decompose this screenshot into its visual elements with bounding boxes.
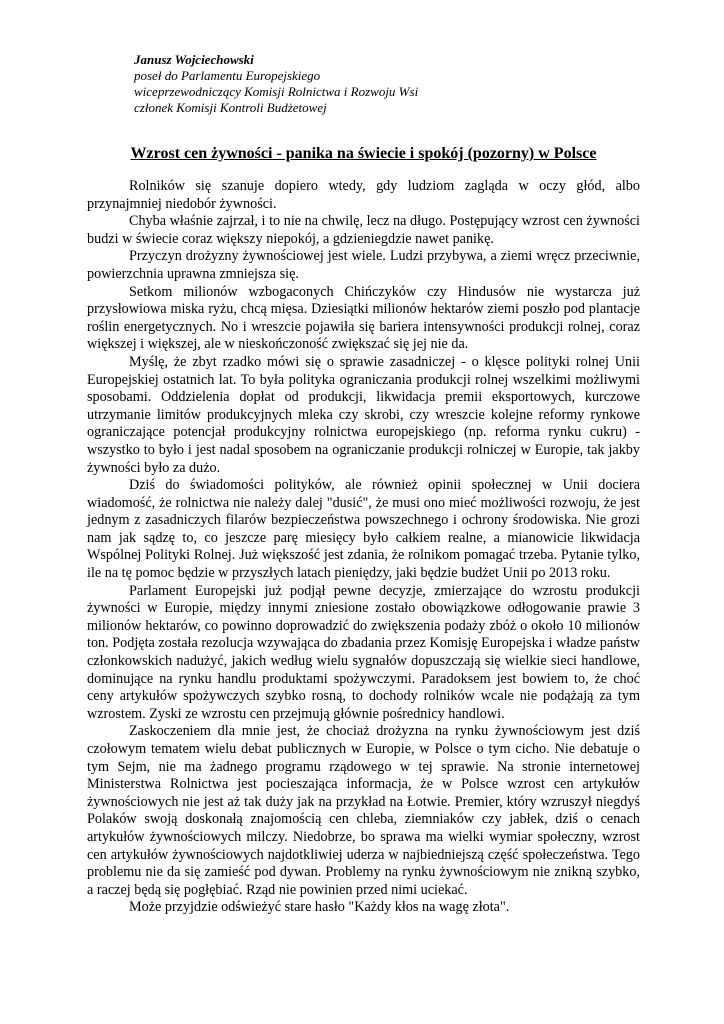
article-paragraph: Setkom milionów wzbogaconych Chińczyków czy Hindusów nie wystarcza już przysłowiowa miska ryżu, chcą mięsa. Dziesiątki milionów hektarów ziemi poszło pod plantacje roślin energetycznych. No i wreszcie pojawiła się bariera intensywności produkcji rolnej, coraz większej i większej, ale w nieskończoność zwiększać się jej nie da. <box>87 283 640 353</box>
article-paragraph: Przyczyn drożyzny żywnościowej jest wiele. Ludzi przybywa, a ziemi wręcz przeciwnie, powierzchnia uprawna zmniejsza się. <box>87 248 640 282</box>
author-block <box>134 52 640 116</box>
article-paragraph: Może przyjdzie odświeżyć stare hasło "Każdy kłos na wagę złota". <box>129 899 510 916</box>
article-title: Wzrost cen żywności - panika na świecie i spokój (pozorny) w Polsce <box>130 145 597 162</box>
author-name: Janusz Wojciechowski <box>134 52 254 67</box>
author-role: członek Komisji Kontroli Budżetowej <box>134 100 327 115</box>
article-paragraph: Myślę, że zbyt rzadko mówi się o sprawie zasadniczej - o klęsce polityki rolnej Unii Europejskiej ostatnich lat. To była polityka ograniczania produkcji rolnej wszelkimi możliwymi sposobami. Oddzielenia dopłat od produkcji, likwidacja premii eksportowych, kurczowe utrzymanie limitów produkcyjnych mleka czy skrobi, czy wreszcie kolejne reformy rynkowe ograniczające potencjał produkcyjny rolnictwa europejskiego (np. reforma rynku cukru) - wszystko to było i jest nadal sposobem na ograniczanie produkcji rolniczej w Europie, tak jakby żywności było za dużo. <box>87 353 640 476</box>
article-paragraph: Parlament Europejski już podjął pewne decyzje, zmierzające do wzrostu produkcji żywności w Europie, między innymi zniesione zostało obowiązkowe odłogowanie prawie 3 milionów hektarów, co powinno doprowadzić do zwiększenia podaży zbóż o około 10 milionów ton. Podjęta została rezolucja wzywająca do zbadania przez Komisję Europejska i władze państw członkowskich nadużyć, jakich według wielu sygnałów dopuszczają się wielkie sieci handlowe, dominujące na rynku handlu produktami spożywczymi. Paradoksem jest bowiem to, że choć ceny artykułów spożywczych szybko rosną, to dochody rolników wcale nie podążają za tym wzrostem. Zyski ze wzrostu cen przejmują głównie pośrednicy handlowi. <box>87 582 640 722</box>
document-page <box>87 52 640 917</box>
author-role: wiceprzewodniczący Komisji Rolnictwa i Rozwoju Wsi <box>134 84 419 99</box>
article-paragraph: Zaskoczeniem dla mnie jest, że chociaż drożyzna na rynku żywnościowym jest dziś czołowym tematem wielu debat publicznych w Europie, w Polsce o tym cicho. Nie debatuje o tym Sejm, nie ma żadnego programu rządowego w tej sprawie. Na stronie internetowej Ministerstwa Rolnictwa jest pocieszająca informacja, że w Polsce wzrost cen artykułów żywnościowych nie jest aż tak duży jak na przykład na Łotwie. Premier, który wzruszył niegdyś Polaków swoją doskonałą znajomością cen chleba, ziemniaków czy jabłek, dziś o cenach artykułów żywnościowych milczy. Niedobrze, bo sprawa ma wielki wymiar społeczny, wzrost cen artykułów żywnościowych najdotkliwiej uderza w najbiedniejszą część społeczeństwa. Tego problemu nie da się zamieść pod dywan. Problemy na rynku żywnościowym nie znikną szybko, a raczej będą się pogłębiać. Rząd nie powinien przed nimi uciekać. <box>87 723 640 898</box>
article-body <box>87 178 640 917</box>
article-paragraph: Chyba właśnie zajrzał, i to nie na chwilę, lecz na długo. Postępujący wzrost cen żywności budzi w świecie coraz większy niepokój, a gdzieniegdzie nawet panikę. <box>87 213 640 247</box>
article-paragraph: Dziś do świadomości polityków, ale również opinii społecznej w Unii dociera wiadomość, że rolnictwa nie należy dalej "dusić", że musi ono mieć możliwości rozwoju, że jest jednym z zasadniczych filarów bezpieczeństwa powszechnego i ochrony środowiska. Nie grozi nam jak sądzę to, co jeszcze parę miesięcy było całkiem realne, a mianowicie likwidacja Wspólnej Polityki Rolnej. Już większość jest zdania, że rolnikom pomagać trzeba. Pytanie tylko, ile na tę pomoc będzie w przyszłych latach pieniędzy, jaki będzie budżet Unii po 2013 roku. <box>87 477 640 582</box>
author-role: poseł do Parlamentu Europejskiego <box>134 68 321 83</box>
article-paragraph: Rolników się szanuje dopiero wtedy, gdy ludziom zagląda w oczy głód, albo przynajmniej niedobór żywności. <box>87 178 640 212</box>
